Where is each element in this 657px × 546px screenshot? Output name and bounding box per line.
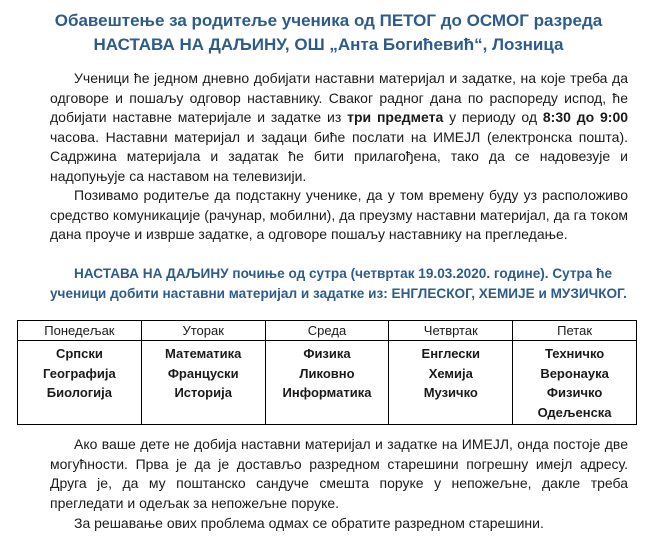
subject-item: Одељенска — [537, 404, 612, 420]
subject-item: Математика — [164, 346, 242, 361]
subjects-wednesday — [265, 341, 389, 425]
subject-item: Хемија — [428, 365, 473, 381]
subject-item: Техничко — [544, 346, 605, 361]
notice-subtitle: НАСТАВА НА ДАЉИНУ, ОШ „Анта Богићевић“, Лозница — [93, 35, 564, 54]
subject-item: Француски — [167, 365, 239, 381]
subject-item: Информатика — [282, 385, 372, 400]
paragraph-start-notice: НАСТАВА НА ДАЉИНУ почиње од сутра (четвртак 19.03.2020. године). Сутра ће ученици добити наставни материјал и задатке из: ЕНГЛЕСКОГ, ХЕМИЈЕ и МУЗИЧКОГ. — [50, 266, 627, 301]
paragraph-intro-text-2: у периоду од — [443, 109, 543, 126]
subjects-thursday — [389, 341, 513, 425]
day-wednesday: Среда — [265, 321, 389, 341]
paragraph-intro-bold-time: 8:30 до 9:00 — [542, 109, 629, 126]
subject-item: Физика — [303, 346, 351, 361]
subject-item: Географија — [43, 365, 116, 381]
paragraph-contact-teacher: За решавање ових проблема одмах се обратите разредном старешини. — [74, 515, 544, 531]
subject-item: Енглески — [421, 346, 481, 361]
paragraph-parents: Позивамо родитеље да подстакну ученике, да у том времену буду уз расположиво средство комуникације (рачунар, мобилни), да преузму наставни материјал, да га током дана проуче и изврше задатке, а одговоре пошаљу наставнику на прегледање. — [50, 187, 628, 243]
paragraph-intro-bold-subjects: три предмета — [347, 109, 444, 126]
subjects-tuesday — [141, 341, 265, 425]
subject-item: Физичко — [546, 385, 603, 400]
notice-title: Обавештење за родитеље ученика од ПЕТОГ до ОСМОГ разреда — [54, 11, 603, 30]
subjects-monday — [18, 341, 142, 425]
day-thursday: Четвртак — [389, 321, 513, 341]
subjects-friday — [513, 341, 637, 425]
paragraph-intro-text-3: часова. Наставни материјал и задаци биће послати на ИМЕЈЛ (електронска пошта). Садржина материјала и задатак ће бити прилагођена, тако да се надовезује и надопуњује са наставом на телевизији. — [50, 128, 628, 184]
subject-item: Српски — [55, 346, 103, 361]
paragraph-intro — [50, 69, 628, 187]
schedule-subjects-row — [18, 341, 637, 425]
subject-item: Ликовно — [299, 365, 355, 381]
schedule-header-row — [18, 321, 637, 341]
schedule-table — [17, 320, 637, 425]
day-monday: Понедељак — [18, 321, 142, 341]
paragraph-email-issues: Ако ваше дете не добија наставни материјал и задатке на ИМЕЈЛ, онда постоје две могућности. Прва је да је достављо разредном старешини погрешну имејл адресу. Друга је, да му поштанско сандуче смешта поруке у непожељне, дакле треба прегледати и одељак за непожељне поруке. — [50, 436, 628, 511]
subject-item: Музичко — [423, 385, 478, 400]
subject-item: Биологија — [46, 385, 113, 400]
paragraph-intro-text-1: Ученици ће једном дневно добијати наставни материјал и задатке, на које треба да одговоре и пошаљу одговор наставнику. Сваког радног дана по распореду испод, ће добијати наставне материјале и задатке из — [50, 70, 628, 126]
subject-item: Веронаука — [540, 365, 609, 381]
subject-item: Историја — [174, 385, 232, 400]
day-friday: Петак — [513, 321, 637, 341]
day-tuesday: Уторак — [141, 321, 265, 341]
